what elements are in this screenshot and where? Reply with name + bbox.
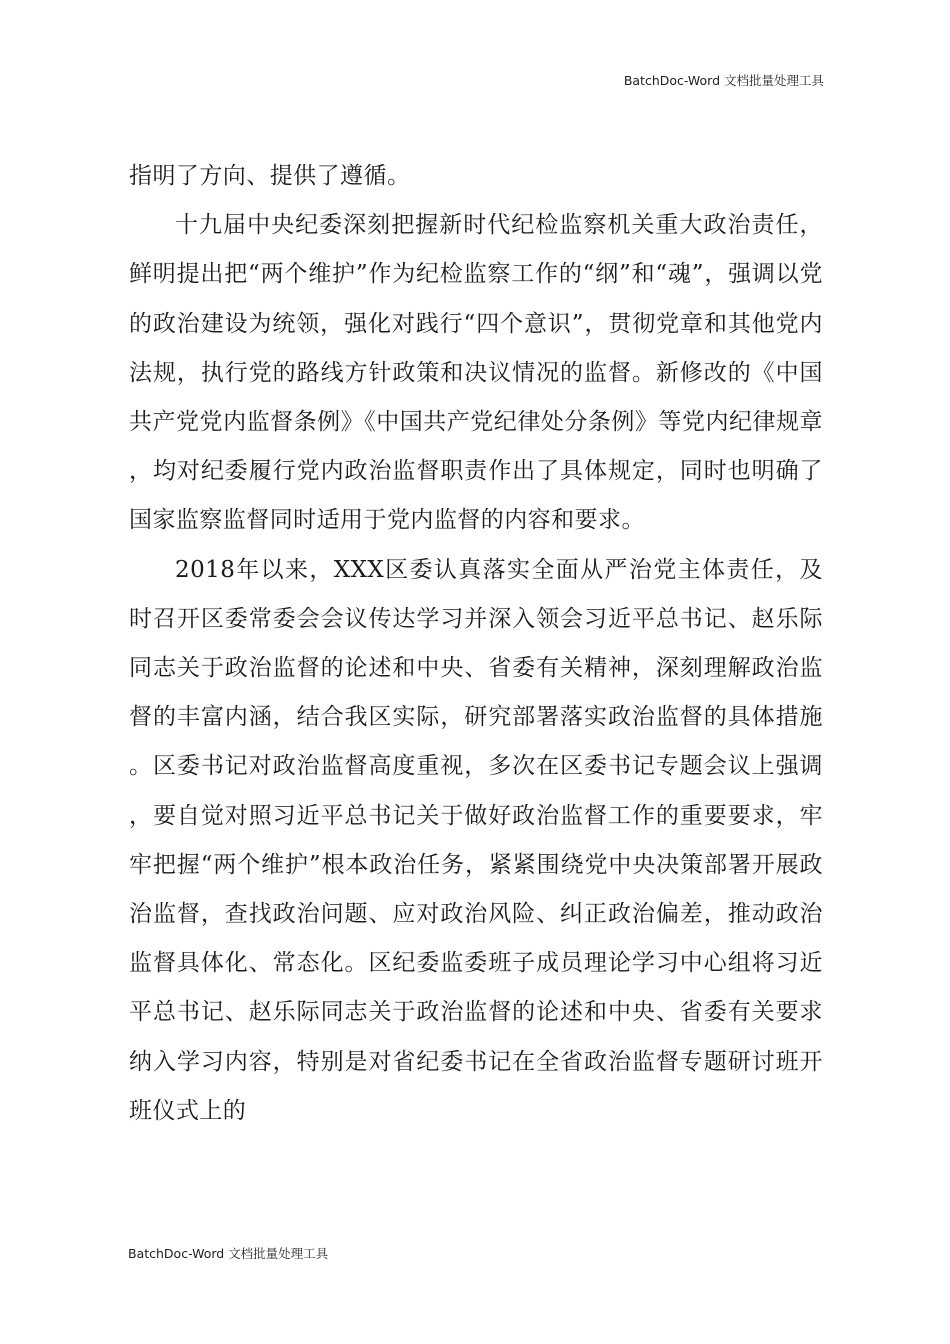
- page-footer: BatchDoc-Word 文档批量处理工具: [128, 1246, 329, 1261]
- paragraph-district-committee: 2018年以来，XXX区委认真落实全面从严治党主体责任，及时召开区委常委会会议传达学习并深入领会习近平总书记、赵乐际同志关于政治监督的论述和中央、省委有关精神，深刻理解政治监督的丰富内涵，结合我区实际，研究部署落实政治监督的具体措施。区委书记对政治监督高度重视，多次在区委书记专题会议上强调，要自觉对照习近平总书记关于做好政治监督工作的重要要求，牢牢把握“两个维护”根本政治任务，紧紧围绕党中央决策部署开展政治监督，查找政治问题、应对政治风险、纠正政治偏差，推动政治监督具体化、常态化。区纪委监委班子成员理论学习中心组将习近平总书记、赵乐际同志关于政治监督的论述和中央、省委有关要求纳入学习内容，特别是对省纪委书记在全省政治监督专题研讨班开班仪式上的: [129, 556, 823, 1124]
- paragraph-discipline-commission: 十九届中央纪委深刻把握新时代纪检监察机关重大政治责任，鲜明提出把“两个维护”作为纪检监察工作的“纲”和“魂”，强调以党的政治建设为统领，强化对践行“四个意识”，贯彻党章和其他党内法规，执行党的路线方针政策和决议情况的监督。新修改的《中国共产党党内监督条例》《中国共产党纪律处分条例》等党内纪律规章，均对纪委履行党内政治监督职责作出了具体规定，同时也明确了国家监察监督同时适用于党内监督的内容和要求。: [129, 212, 823, 534]
- paragraph-continuation: 指明了方向、提供了遵循。: [129, 163, 411, 189]
- document-body: [129, 152, 823, 1136]
- page-header: BatchDoc-Word 文档批量处理工具: [623, 73, 824, 88]
